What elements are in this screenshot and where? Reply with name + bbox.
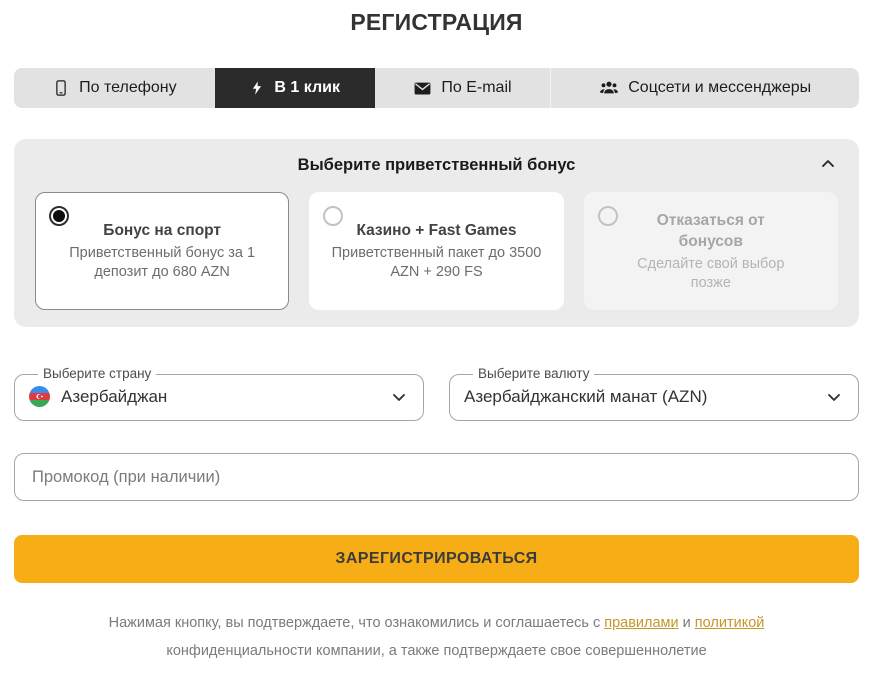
bonus-option-refuse[interactable] [584,192,838,310]
radio-unselected-icon[interactable] [323,206,343,226]
tab-label: Соцсети и мессенджеры [628,79,812,96]
country-select[interactable] [14,366,424,421]
bonus-option-description: Приветственный бонус за 1 депозит до 680 AZN [69,245,256,280]
tab-by-phone[interactable] [14,68,215,108]
bonus-option-description: Приветственный пакет до 3500 AZN + 290 FS [331,245,542,280]
promo-code-input[interactable] [14,453,859,501]
radio-selected-icon[interactable] [49,206,69,226]
terms-text: Нажимая кнопку, вы подтверждаете, что ознакомились и соглашаетесь с [108,615,605,631]
tab-label: В 1 клик [274,79,340,96]
currency-select-label: Выберите валюту [478,366,590,381]
page-title: РЕГИСТРАЦИЯ [350,9,523,35]
currency-select-value: Азербайджанский манат (AZN) [464,386,708,406]
tab-social-messengers[interactable] [550,68,859,108]
locale-selects [14,366,859,421]
bonus-option-casino[interactable] [309,192,563,310]
registration-method-tabs [14,68,859,108]
country-select-label: Выберите страну [43,366,152,381]
chevron-up-icon [818,154,838,177]
terms-text: и [678,615,695,631]
bonus-option-title: Бонус на спорт [103,222,222,239]
bonus-option-title: Казино + Fast Games [356,222,517,239]
bonus-option-sport[interactable] [35,192,289,310]
collapse-panel-button[interactable] [816,153,840,177]
tab-one-click[interactable] [215,68,375,108]
bonus-option-description: Сделайте свой выбор позже [637,255,785,291]
country-select-value: Азербайджан [61,386,168,406]
tab-label: По E-mail [441,79,512,96]
azerbaijan-flag-icon [29,386,50,407]
radio-unselected-icon[interactable] [598,206,618,226]
people-icon [599,78,619,98]
welcome-bonus-panel [14,139,859,327]
bonus-panel-header [35,150,838,180]
tab-label: По телефону [79,79,177,96]
chevron-down-icon [389,387,409,407]
bonus-panel-title: Выберите приветственный бонус [297,156,576,174]
chevron-down-icon [824,387,844,407]
terms-note [72,609,802,665]
bonus-option-title: Отказаться от бонусов [656,211,765,250]
rules-link[interactable]: правилами [604,615,679,631]
envelope-icon [413,79,432,98]
currency-select[interactable] [449,366,859,421]
tab-by-email[interactable] [375,68,551,108]
privacy-policy-link[interactable]: политикой [694,615,765,631]
bonus-options [35,192,838,310]
lightning-icon [249,80,265,96]
terms-text: конфиденциальности компании, а также подтверждаете свое совершеннолетие [166,643,707,659]
smartphone-icon [52,79,70,97]
register-button[interactable]: ЗАРЕГИСТРИРОВАТЬСЯ [14,535,859,583]
